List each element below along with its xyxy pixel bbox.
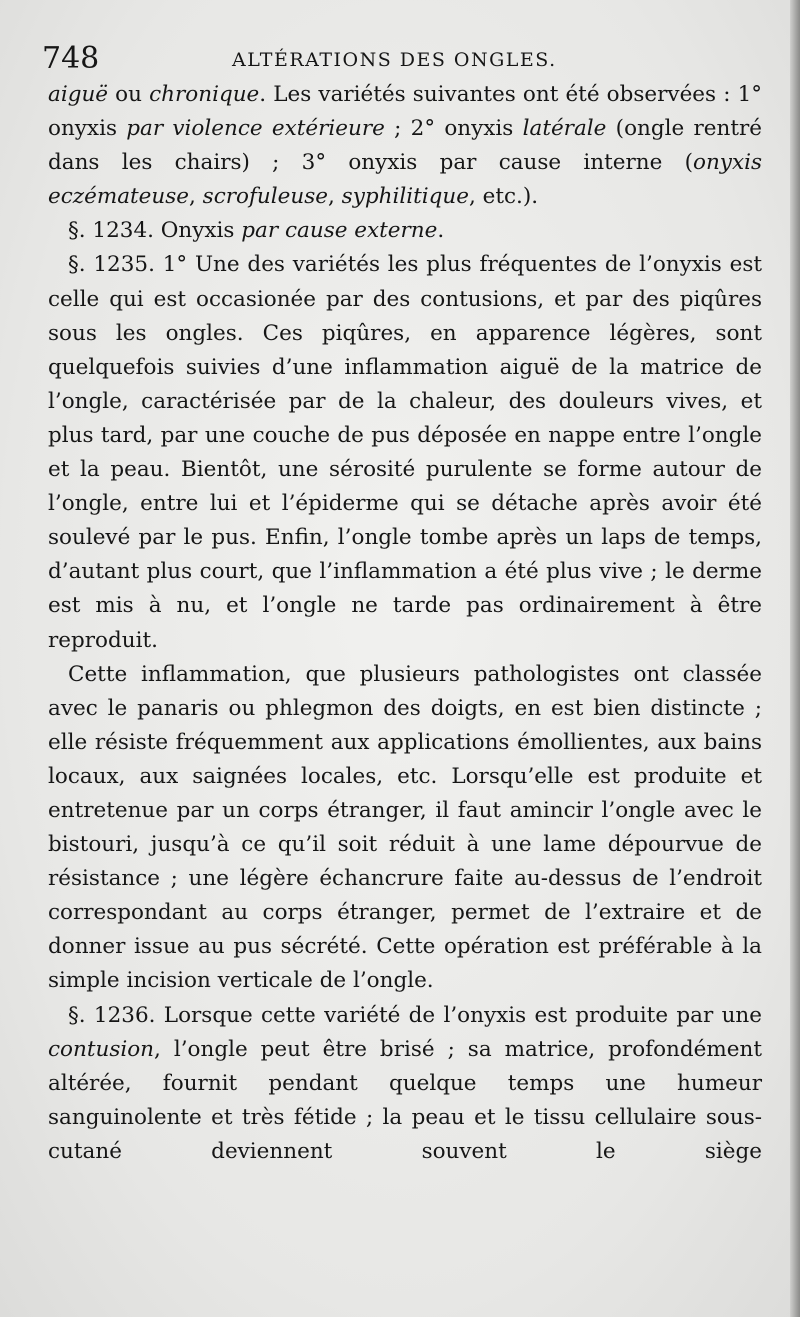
page-header [42, 40, 762, 80]
italic-term: scrofuleuse [202, 184, 328, 210]
paragraph-inflammation [48, 658, 762, 999]
text-run: ou [108, 82, 150, 107]
text-run: §. 1235. 1° Une des variétés les plus fréquentes de l’onyxis est celle qui est occasionée par des contusions, et par des piqûres sous les ongles. Ces piqûres, en apparence légères, sont quelquefois suivies d’une inflammation aiguë de la matrice de l’ongle, caractérisée par de la chaleur, des douleurs vives, et plus tard, par une couche de pus déposée en nappe entre l’ongle et la peau. Bientôt, une sérosité purulente se forme autour de l’ongle, entre lui et l’épiderme qui se détache après avoir été soulevé par le pus. Enfin, l’ongle tombe après un laps de temps, d’autant plus court, que l’inflammation a été plus vive ; le derme est mis à nu, et l’ongle ne tarde pas ordinairement à être reproduit. [48, 252, 762, 653]
italic-term: onyxis eczémateuse [48, 150, 762, 210]
text-run: §. 1236. Lorsque cette variété de l’onyxis est produite par une [68, 1002, 762, 1028]
italic-term: syphilitique [341, 184, 469, 210]
italic-term: latérale [522, 116, 607, 142]
running-title: ALTÉRATIONS DES ONGLES. [232, 49, 557, 71]
italic-term: par cause externe [241, 218, 438, 244]
italic-term: contusion [48, 1036, 155, 1062]
italic-term: par violence extérieure [126, 116, 385, 142]
text-run: ; 2° onyxis [384, 116, 523, 142]
italic-term: chronique [149, 82, 260, 107]
text-run: , [327, 184, 342, 210]
text-run: Cette inflammation, que plusieurs pathologistes ont classée avec le panaris ou phlegmon des doigts, en est bien distincte ; elle résiste fréquemment aux applications émollientes, aux bains locaux, aux saignées locales, etc. Lorsqu’elle est produite et entretenue par un corps étranger, il faut amincir l’ongle avec le bistouri, jusqu’à ce qu’il soit réduit à une lame dépourvue de résistance ; une légère échancrure faite au-dessus de l’endroit correspondant au corps étranger, permet de l’extraire et de donner issue au pus sécrété. Cette opération est préférable à la simple incision verticale de l’ongle. [48, 661, 762, 994]
paragraph-onyxis-varieties [48, 78, 762, 214]
paragraph-1235 [48, 248, 762, 657]
text-run: , [189, 184, 203, 210]
text-run: . Les variétés suivantes ont été observées : 1° onyxis [48, 82, 762, 142]
page-edge-shadow [790, 0, 800, 1317]
section-heading-1234 [48, 214, 762, 248]
paragraph-1236 [48, 999, 762, 1169]
text-run: §. 1234. Onyxis [68, 218, 242, 244]
text-run: , etc.). [468, 184, 539, 210]
text-run: (ongle rentré dans les chairs) ; 3° onyxis par cause interne ( [48, 116, 762, 176]
body-text [48, 78, 762, 1169]
italic-term: aiguë [48, 82, 109, 107]
text-run: . [437, 218, 445, 244]
text-run: , l’ongle peut être brisé ; sa matrice, profondément altérée, fournit pendant quelque temps une humeur sanguinolente et très fétide ; la peau et le tissu cellulaire sous-cutané deviennent souvent le siège [48, 1036, 762, 1164]
page-number: 748 [42, 41, 100, 76]
